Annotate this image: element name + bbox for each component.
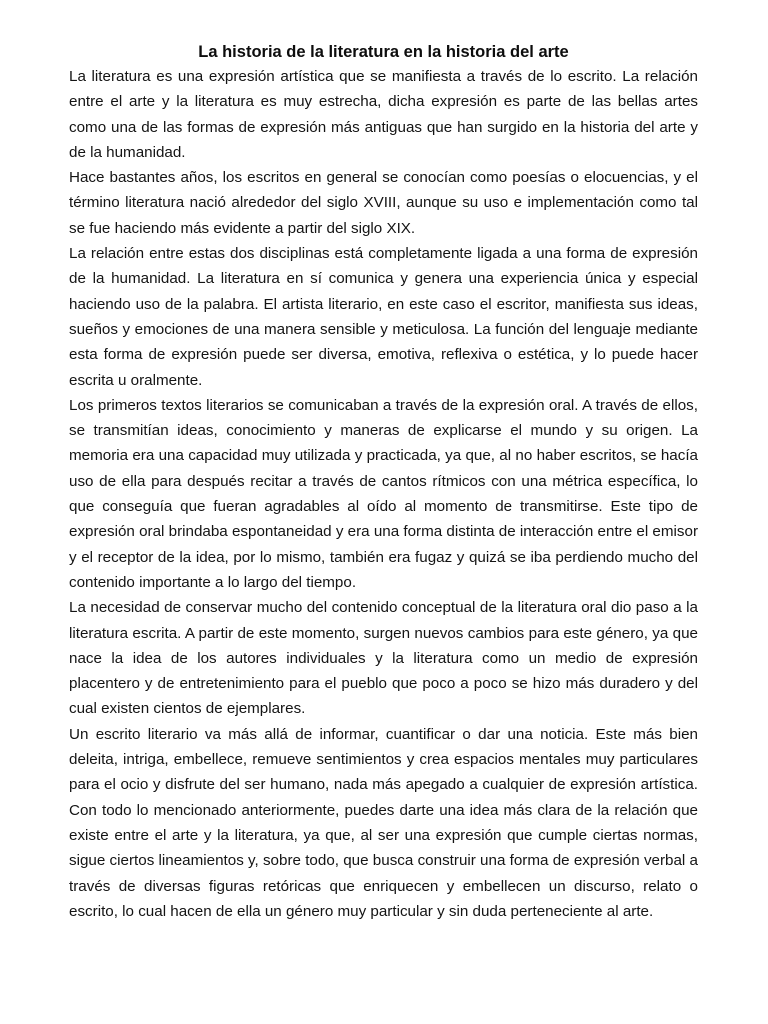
document-title: La historia de la literatura en la historia del arte (198, 43, 569, 61)
paragraph: Un escrito literario va más allá de informar, cuantificar o dar una noticia. Este más bien deleita, intriga, embellece, remueve sentimientos y crea espacios mentales muy particulares para el ocio y disfrute del ser humano, nada más apegado a cualquier de expresión artística. Con todo lo mencionado anteriormente, puedes darte una idea más clara de la relación que existe entre el arte y la literatura, ya que, al ser una expresión que cumple ciertas normas, sigue ciertos lineamientos y, sobre todo, que busca construir una forma de expresión verbal a través de diversas figuras retóricas que enriquecen y embellecen un discurso, relato o escrito, lo cual hacen de ella un género muy particular y sin duda perteneciente al arte. (69, 725, 698, 920)
paragraph: La necesidad de conservar mucho del contenido conceptual de la literatura oral dio paso a la literatura escrita. A partir de este momento, surgen nuevos cambios para este género, ya que nace la idea de los autores individuales y la literatura como un medio de expresión placentero y de entretenimiento para el pueblo que poco a poco se hizo más duradero y del cual existen cientos de ejemplares. (69, 599, 698, 718)
paragraph: Los primeros textos literarios se comunicaban a través de la expresión oral. A través de ellos, se transmitían ideas, conocimiento y maneras de explicarse el mundo y su origen. La memoria era una capacidad muy utilizada y practicada, ya que, al no haber escritos, se hacía uso de ella para después recitar a través de cantos rítmicos con una métrica específica, lo que conseguía que fueran agradables al oído al momento de transmitirse. Este tipo de expresión oral brindaba espontaneidad y era una forma distinta de interacción entre el emisor y el receptor de la idea, por lo mismo, también era fugaz y quizá se iba perdiendo mucho del contenido importante a lo largo del tiempo. (69, 396, 698, 591)
paragraph: La relación entre estas dos disciplinas está completamente ligada a una forma de expresión de la humanidad. La literatura en sí comunica y genera una experiencia única y especial haciendo uso de la palabra. El artista literario, en este caso el escritor, manifiesta sus ideas, sueños y emociones de una manera sensible y meticulosa. La función del lenguaje mediante esta forma de expresión puede ser diversa, emotiva, reflexiva o estética, y lo puede hacer escrita u oralmente. (69, 245, 698, 389)
document-page (69, 40, 698, 924)
paragraph: La literatura es una expresión artística que se manifiesta a través de lo escrito. La relación entre el arte y la literatura es muy estrecha, dicha expresión es parte de las bellas artes como una de las formas de expresión más antiguas que han surgido en la historia del arte y de la humanidad. (69, 68, 698, 161)
paragraph: Hace bastantes años, los escritos en general se conocían como poesías o elocuencias, y el término literatura nació alrededor del siglo XVIII, aunque su uso e implementación como tal se fue haciendo más evidente a partir del siglo XIX. (69, 169, 698, 237)
